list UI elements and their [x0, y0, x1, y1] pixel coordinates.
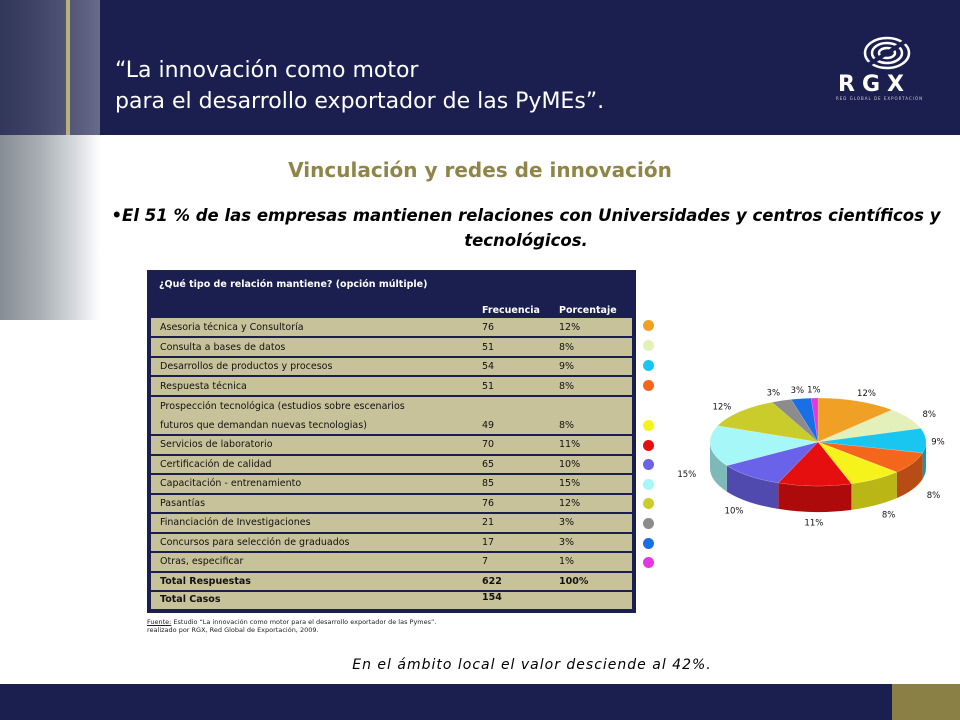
- table-row: Desarrollos de productos y procesos 54 9%: [151, 358, 632, 377]
- table-row: Financiación de Investigaciones 21 3%: [151, 514, 632, 534]
- pie-slice-label: 15%: [677, 470, 697, 481]
- legend-dot: [643, 380, 654, 391]
- pie-slice-label: 8%: [926, 490, 941, 501]
- table-row: Prospección tecnológica (estudios sobre escenarios futuros que demandan nuevas tecnologias) 49 8%: [151, 397, 632, 436]
- legend-dot: [643, 518, 654, 529]
- header-photo-overlay: [0, 0, 100, 135]
- col-header-porcentaje: Porcentaje: [559, 305, 617, 316]
- pie-slice-label: 3%: [766, 388, 781, 399]
- pie-slice-label: 3%: [790, 385, 805, 396]
- table-row: Consulta a bases de datos 51 8%: [151, 338, 632, 358]
- footer-note: En el ámbito local el valor desciende al 42%.: [352, 657, 712, 673]
- header-accent-strip: [66, 0, 70, 135]
- logo-text: RGX: [838, 72, 911, 97]
- legend-dot: [643, 557, 654, 568]
- table-question: ¿Qué tipo de relación mantiene? (opción múltiple): [159, 279, 428, 290]
- col-header-frecuencia: Frecuencia: [482, 305, 540, 316]
- pie-slice-side: [778, 483, 851, 512]
- legend-dot: [643, 459, 654, 470]
- table-row: Certificación de calidad 65 10%: [151, 456, 632, 475]
- table-row-total-casos: Total Casos 154: [151, 592, 632, 609]
- title-line-1: “La innovación como motor: [115, 58, 419, 83]
- pie-slice-label: 12%: [857, 389, 876, 400]
- table-row: Servicios de laboratorio 70 11%: [151, 436, 632, 456]
- relation-table: [147, 270, 636, 613]
- footer-bar: [0, 684, 892, 720]
- title-line-2: para el desarrollo exportador de las PyMEs”.: [115, 89, 605, 114]
- pie-chart: [670, 370, 950, 550]
- footer-accent: [892, 684, 960, 720]
- source-line-1: Estudio “La innovación como motor para el desarrollo exportador de las Pymes”.: [171, 618, 437, 626]
- pie-slice-label: 10%: [724, 506, 744, 517]
- legend-dot: [643, 479, 654, 490]
- pie-slice-label: 8%: [881, 510, 896, 521]
- legend-dot: [643, 340, 654, 351]
- source-note: [147, 618, 436, 634]
- pie-slice-label: 11%: [804, 518, 824, 529]
- table-row: Otras, especificar 7 1%: [151, 553, 632, 573]
- legend-dot: [643, 498, 654, 509]
- legend-dot: [643, 420, 654, 431]
- table-row: Concursos para selección de graduados 17 3%: [151, 534, 632, 553]
- source-label: Fuente:: [147, 618, 172, 626]
- pie-slice-label: 1%: [807, 385, 821, 396]
- legend-dot: [643, 320, 654, 331]
- legend-dot: [643, 538, 654, 549]
- logo-subtext: RED GLOBAL DE EXPORTACIÓN: [836, 96, 924, 101]
- table-row: Asesoria técnica y Consultoría 76 12%: [151, 318, 632, 338]
- pie-slice-label: 12%: [712, 402, 732, 413]
- section-title: Vinculación y redes de innovación: [288, 158, 672, 182]
- table-row: Capacitación - entrenamiento 85 15%: [151, 475, 632, 495]
- slide-title: [115, 55, 604, 117]
- table-row: Pasantías 76 12%: [151, 495, 632, 514]
- pie-slice-label: 9%: [931, 437, 945, 448]
- legend-dot: [643, 360, 654, 371]
- table-row: Respuesta técnica 51 8%: [151, 377, 632, 397]
- table-row-total-respuestas: Total Respuestas 622 100%: [151, 573, 632, 592]
- source-line-2: realizado por RGX, Red Global de Exportación, 2009.: [147, 626, 319, 634]
- bullet-text: •El 51 % de las empresas mantienen relaciones con Universidades y centros científicos y tecnológicos.: [111, 206, 941, 250]
- legend-dot: [643, 440, 654, 451]
- pie-slice-label: 8%: [922, 410, 936, 421]
